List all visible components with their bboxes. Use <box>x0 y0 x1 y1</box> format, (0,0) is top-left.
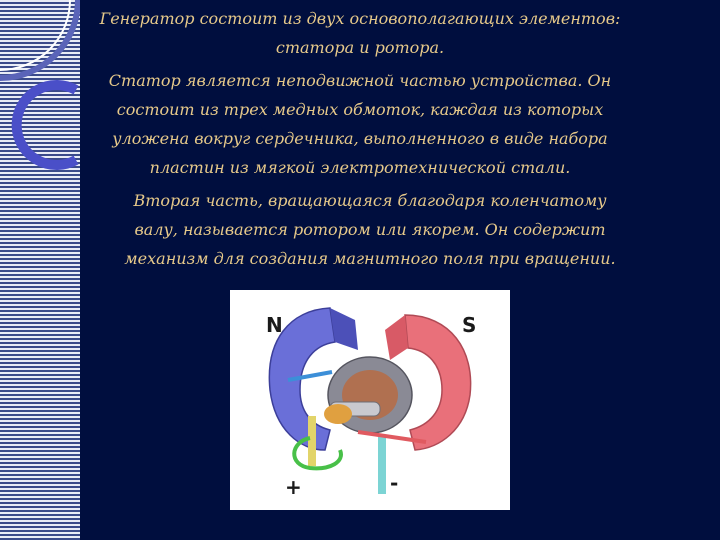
brush-minus <box>378 436 386 494</box>
label-minus: - <box>390 471 399 495</box>
label-n: N <box>266 313 283 337</box>
text-area <box>80 0 720 290</box>
south-magnet <box>405 315 471 450</box>
generator-diagram <box>230 290 510 510</box>
slip-ring <box>324 404 352 424</box>
generator-illustration <box>230 290 510 510</box>
paragraph-stator: Статор является неподвижной частью устройства. Он состоит из трех медных обмоток, каждая из которых уложена вокруг сердечника, выполненного в виде набора пластин из мягкой электротехнической стали. <box>108 71 612 177</box>
brush-plus <box>308 416 316 466</box>
decorative-side-stripes <box>0 0 80 540</box>
paragraph-intro: Генератор состоит из двух основополагающих элементов: статора и ротора. <box>99 9 621 57</box>
decorative-circles <box>0 0 80 540</box>
north-magnet-top <box>330 308 358 350</box>
label-plus: + <box>285 475 302 499</box>
label-s: S <box>462 313 477 337</box>
south-magnet-top <box>385 315 408 360</box>
paragraph-rotor: Вторая часть, вращающаяся благодаря коленчатому валу, называется ротором или якорем. Он содержит механизм для создания магнитного поля при вращении. <box>124 191 616 268</box>
